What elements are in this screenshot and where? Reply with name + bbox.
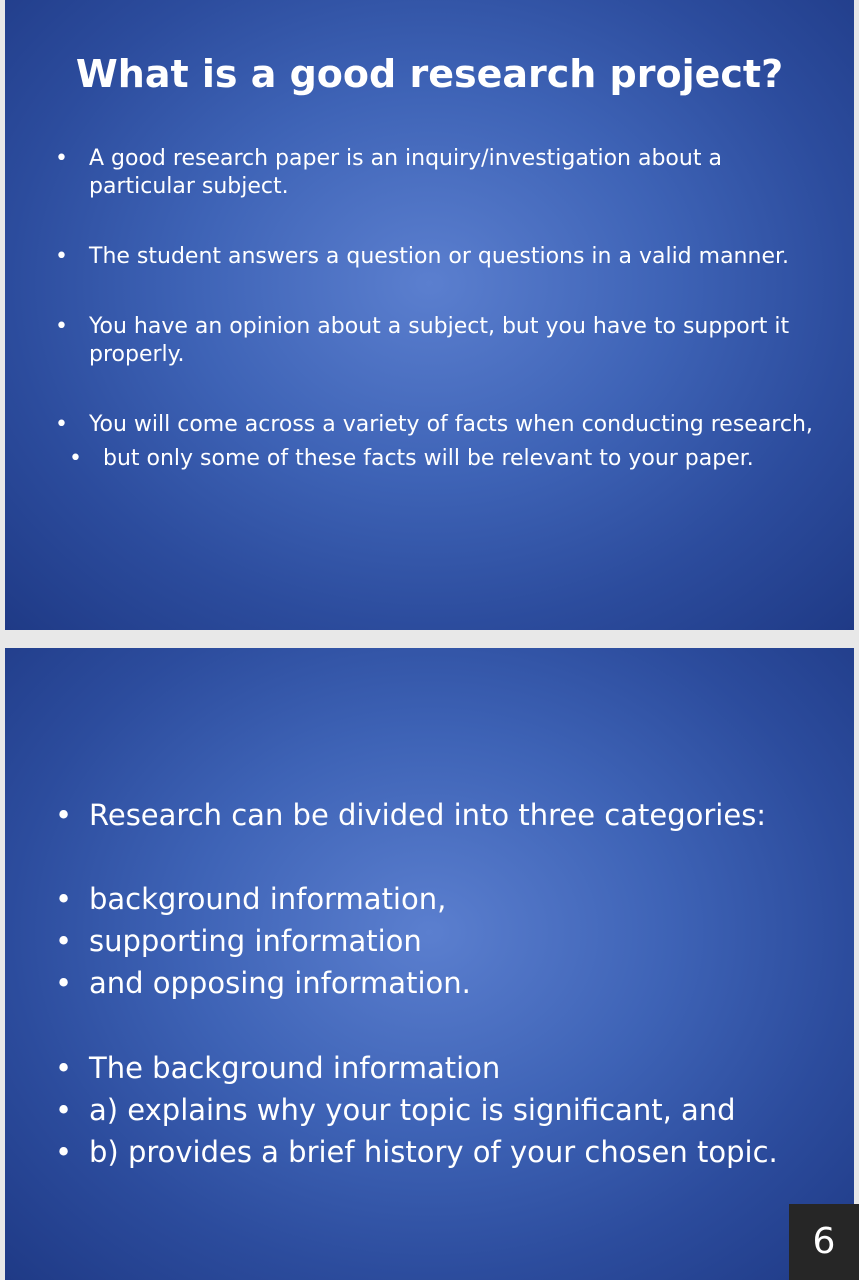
list-item	[55, 1131, 829, 1173]
list-item	[55, 145, 829, 201]
list-item	[55, 313, 829, 369]
bullet-text: A good research paper is an inquiry/investigation about a particular subject.	[89, 146, 722, 199]
bullet-icon: •	[55, 412, 68, 437]
bullet-icon: •	[55, 798, 73, 832]
bullet-icon: •	[55, 314, 68, 339]
sub-list-item	[69, 445, 829, 473]
slide-2-categories-list	[55, 878, 829, 1004]
bullet-icon: •	[55, 882, 73, 916]
slide-title: What is a good research project?	[75, 52, 784, 96]
list-item	[55, 878, 829, 920]
slide-2-intro-list	[55, 794, 829, 836]
bullet-icon: •	[69, 446, 82, 471]
list-item	[55, 243, 829, 271]
page-number-badge: 6	[789, 1204, 859, 1280]
bullet-icon: •	[55, 966, 73, 1000]
list-item	[55, 1047, 829, 1089]
bullet-text: You have an opinion about a subject, but you have to support it properly.	[89, 314, 790, 367]
list-item	[55, 920, 829, 962]
list-item	[55, 1089, 829, 1131]
bullet-text: background information,	[89, 882, 447, 916]
bullet-text: Research can be divided into three categories:	[89, 798, 767, 832]
bullet-icon: •	[55, 1051, 73, 1085]
bullet-icon: •	[55, 146, 68, 171]
slide-1-bullet-list	[55, 145, 829, 473]
bullet-text: supporting information	[89, 924, 422, 958]
bullet-text: and opposing information.	[89, 966, 471, 1000]
list-item	[55, 794, 829, 836]
bullet-icon: •	[55, 1093, 73, 1127]
bullet-text: but only some of these facts will be relevant to your paper.	[103, 446, 754, 471]
slide-1	[5, 0, 854, 630]
bullet-text: b) provides a brief history of your chosen topic.	[89, 1135, 778, 1169]
list-item	[55, 411, 829, 439]
bullet-icon: •	[55, 924, 73, 958]
bullet-text: The student answers a question or questions in a valid manner.	[89, 244, 789, 269]
slide-2	[5, 648, 854, 1280]
bullet-text: a) explains why your topic is significant, and	[89, 1093, 736, 1127]
bullet-text: You will come across a variety of facts when conducting research,	[89, 412, 813, 437]
slide-2-background-list	[55, 1047, 829, 1173]
bullet-text: The background information	[89, 1051, 501, 1085]
bullet-icon: •	[55, 1135, 73, 1169]
list-item	[55, 962, 829, 1004]
bullet-icon: •	[55, 244, 68, 269]
